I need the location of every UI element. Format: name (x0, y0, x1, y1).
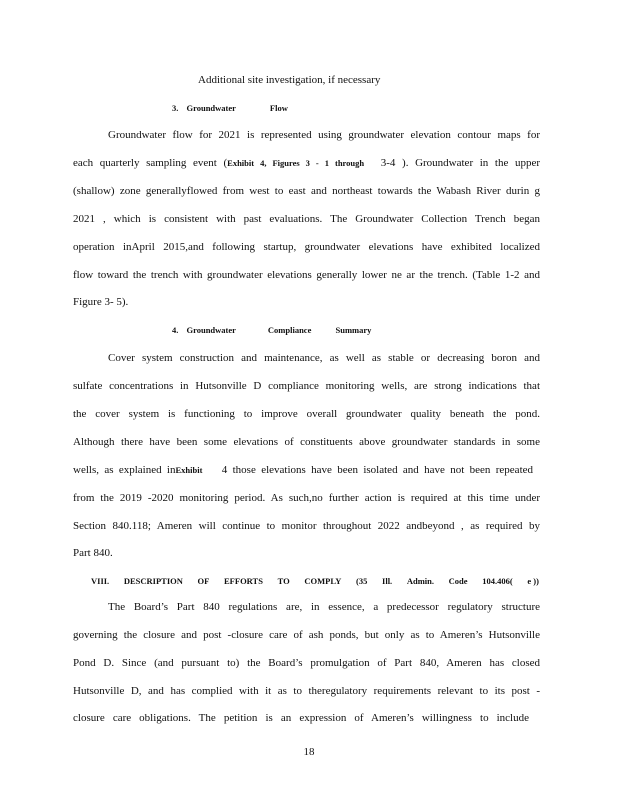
bullet-item (180, 73, 380, 87)
text-segment: wells, as explained in (73, 464, 176, 476)
heading-word: DESCRIPTION (123, 576, 183, 586)
text-segment: 3-4 ). Groundwater in the upper (380, 157, 541, 169)
section-3-title: Groundwater (186, 103, 236, 113)
text-line: Hutsonville D, and has complied with it as to theregulatory requirements relevant to its post - (73, 685, 540, 697)
heading-word: Ill. (382, 576, 393, 586)
text-segment: 4 those elevations have been isolated and have not been repeated (221, 464, 534, 476)
section-3-number: 3. (172, 103, 179, 113)
text-line: Section 840.118; Ameren will continue to monitor throughout 2022 andbeyond , as required by (73, 520, 540, 532)
text-line: closure care obligations. The petition is an expression of Ameren’s willingness to include (73, 712, 529, 724)
heading-word: 104.406( (482, 576, 513, 586)
text-line: Figure 3- 5). (73, 296, 129, 308)
section-4-title-2: Compliance (267, 325, 312, 335)
heading-word: (35 (356, 576, 368, 586)
text-line: the cover system is functioning to improve overall groundwater quality beneath the pond. (73, 408, 540, 420)
heading-word: EFFORTS (224, 576, 263, 586)
heading-word: OF (197, 576, 210, 586)
text-line: governing the closure and post -closure care of ash ponds, but only as to Ameren’s Hutsonville (73, 629, 540, 641)
section-3-heading (172, 102, 288, 114)
heading-word: e )) (527, 576, 539, 586)
heading-word: Code (448, 576, 468, 586)
text-line (73, 156, 540, 170)
text-line: The Board’s Part 840 regulations are, in essence, a predecessor regulatory structure (108, 601, 540, 613)
text-line: (shallow) zone generallyflowed from west to east and northeast towards the Wabash River durin g (73, 185, 540, 197)
text-line: from the 2019 -2020 monitoring period. As such,no further action is required at this time under (73, 492, 540, 504)
heading-word: Admin. (406, 576, 435, 586)
exhibit-reference: Exhibit (175, 465, 203, 475)
page-number: 18 (303, 746, 315, 758)
heading-word: VIII. (91, 576, 110, 586)
heading-word: COMPLY (304, 576, 342, 586)
text-line (73, 463, 533, 477)
text-segment: each quarterly sampling event ( (73, 157, 228, 169)
text-line: 2021 , which is consistent with past evaluations. The Groundwater Collection Trench began (73, 213, 540, 225)
section-3-title-2: Flow (269, 103, 288, 113)
text-line: operation inApril 2015,and following startup, groundwater elevations have exhibited localized (73, 241, 540, 253)
heading-word: TO (277, 576, 290, 586)
text-line: Although there have been some elevations of constituents above groundwater standards in some (73, 436, 540, 448)
section-4-title-3: Summary (335, 325, 372, 335)
text-line: Groundwater flow for 2021 is represented using groundwater elevation contour maps for (108, 129, 540, 141)
text-line: flow toward the trench with groundwater elevations generally lower ne ar the trench. (Table 1-2 and (73, 269, 540, 281)
text-line: Part 840. (73, 547, 113, 559)
section-4-title: Groundwater (186, 325, 236, 335)
exhibit-reference: Exhibit 4, Figures 3 - 1 through (227, 158, 365, 168)
section-4-number: 4. (172, 325, 179, 335)
bullet-text: Additional site investigation, if necessary (198, 74, 381, 86)
text-line: Pond D. Since (and pursuant to) the Board’s promulgation of Part 840, Ameren has closed (73, 657, 540, 669)
text-line: sulfate concentrations in Hutsonville D compliance monitoring wells, are strong indications that (73, 380, 540, 392)
section-4-heading (172, 324, 371, 336)
section-viii-heading (91, 575, 539, 587)
text-line: Cover system construction and maintenance, as well as stable or decreasing boron and (108, 352, 540, 364)
